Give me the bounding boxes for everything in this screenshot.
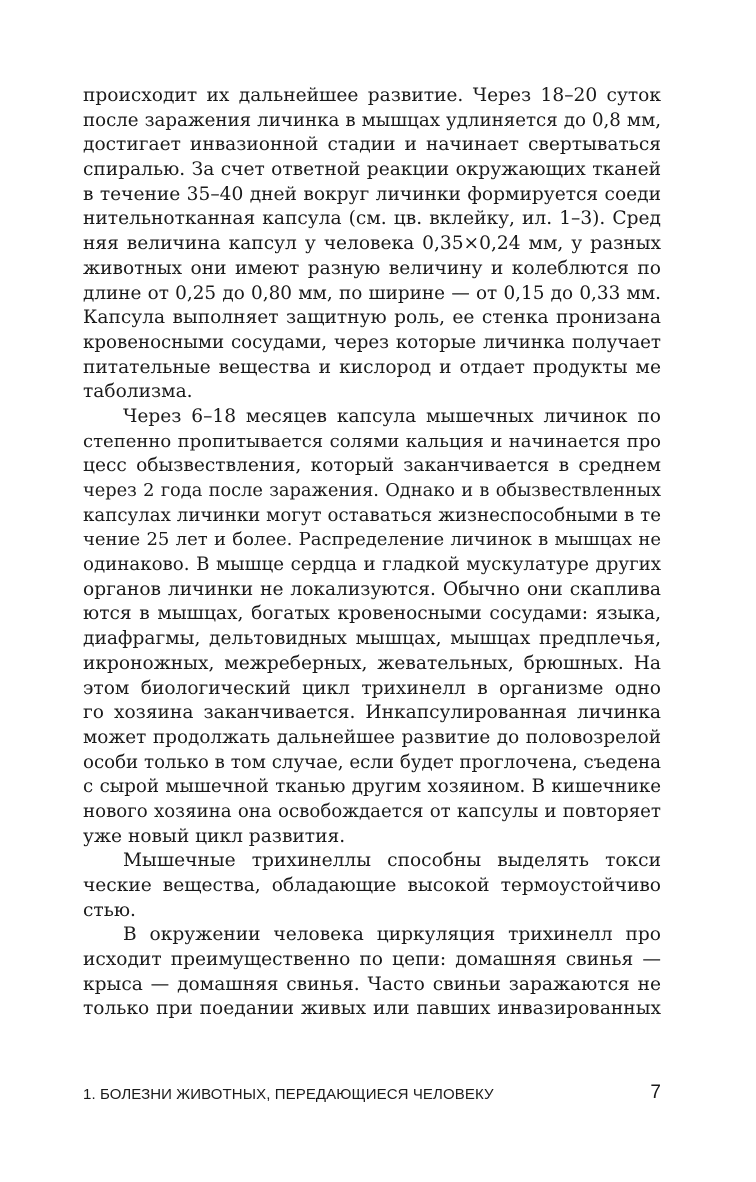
text-line: Капсула выполняет защитную роль, ее стенка пронизана	[83, 307, 661, 329]
text-line: стью.	[83, 899, 136, 921]
text-line: с сырой мышечной тканью другим хозяином. В кишечнике	[83, 776, 661, 798]
text-line: может продолжать дальнейшее развитие до половозрелой	[83, 726, 661, 748]
text-line: диафрагмы, дельтовидных мышцах, мышцах предплечья,	[83, 628, 661, 650]
text-line: таболизма.	[83, 381, 193, 403]
text-line: капсулах личинки могут оставаться жизнеспособными в те	[83, 504, 661, 526]
page-number: 7	[650, 1082, 661, 1103]
text-line: ческие вещества, обладающие высокой термоустойчиво	[83, 875, 661, 896]
text-line: в течение 35–40 дней вокруг личинки формируется соеди	[83, 183, 661, 205]
text-line: через 2 года после заражения. Однако и в обызвествленных	[83, 480, 661, 501]
page-footer	[83, 1082, 661, 1108]
text-line: животных они имеют разную величину и колеблются по	[83, 257, 661, 279]
body-text	[83, 84, 661, 1022]
text-line: этом биологический цикл трихинелл в организме одно	[83, 677, 661, 699]
text-line: крыса — домашняя свинья. Часто свиньи заражаются не	[83, 973, 661, 995]
text-line: только при поедании живых или павших инвазированных	[83, 998, 661, 1020]
text-line: кровеносными сосудами, через которые личинка получает	[83, 331, 661, 353]
text-line: ются в мышцах, богатых кровеносными сосудами: языка,	[83, 603, 661, 625]
text-line: длине от 0,25 до 0,80 мм, по ширине — от 0,15 до 0,33 мм.	[83, 282, 661, 304]
paragraph	[83, 849, 661, 923]
text-line: В окружении человека циркуляция трихинелл про	[123, 924, 661, 946]
text-line: нительнотканная капсула (см. цв. вклейку, ил. 1–3). Сред	[83, 208, 661, 230]
paragraph	[83, 405, 661, 849]
text-line: спиралью. За счет ответной реакции окружающих тканей	[83, 159, 661, 181]
text-line: икроножных, межреберных, жевательных, брюшных. На	[83, 652, 661, 674]
text-line: няя величина капсул у человека 0,35×0,24 мм, у разных	[83, 233, 661, 255]
paragraph	[83, 923, 661, 1022]
text-line: Мышечные трихинеллы способны выделять токси	[123, 850, 661, 872]
text-line: го хозяина заканчивается. Инкапсулированная личинка	[83, 702, 661, 724]
text-line: Через 6–18 месяцев капсула мышечных личинок по	[123, 405, 661, 427]
text-line: исходит преимущественно по цепи: домашняя свинья —	[83, 949, 661, 971]
text-line: цесс обызвествления, который заканчивается в среднем	[83, 455, 661, 477]
text-line: нового хозяина она освобождается от капсулы и повторяет	[83, 800, 661, 822]
text-line: чение 25 лет и более. Распределение личинок в мышцах не	[83, 529, 661, 551]
text-line: после заражения личинка в мышцах удлиняется до 0,8 мм,	[83, 109, 661, 131]
running-title: 1. БОЛЕЗНИ ЖИВОТНЫХ, ПЕРЕДАЮЩИЕСЯ ЧЕЛОВЕКУ	[83, 1086, 494, 1103]
text-line: питательные вещества и кислород и отдает продукты ме	[83, 356, 661, 378]
text-line: уже новый цикл развития.	[83, 825, 346, 847]
text-line: происходит их дальнейшее развитие. Через 18–20 суток	[83, 85, 661, 106]
paragraph	[83, 84, 661, 405]
text-line: достигает инвазионной стадии и начинает свертываться	[83, 134, 661, 156]
text-line: органов личинки не локализуются. Обычно они скаплива	[83, 578, 661, 600]
text-line: одинаково. В мышце сердца и гладкой мускулатуре других	[83, 554, 661, 576]
text-line: степенно пропитывается солями кальция и начинается про	[83, 430, 661, 452]
text-line: особи только в том случае, если будет проглочена, съедена	[83, 751, 661, 773]
